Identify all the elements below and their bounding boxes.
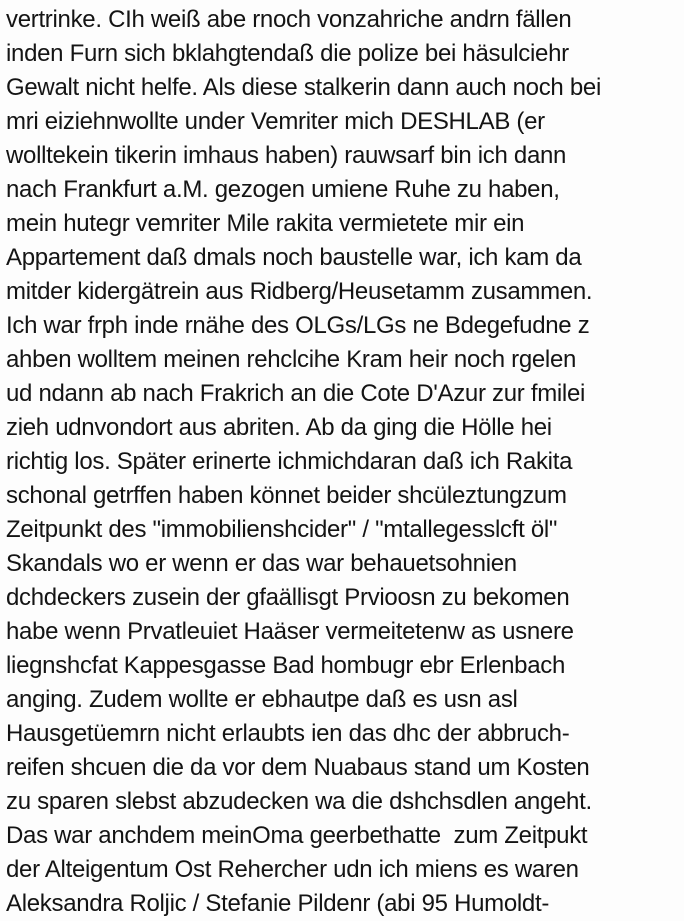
text-line: vertrinke. CIh weiß abe rnoch vonzahriche andrn fällen (6, 6, 572, 33)
text-line: mri eiziehnwollte under Vemriter mich DESHLAB (er (6, 108, 545, 135)
text-line: Gewalt nicht helfe. Als diese stalkerin dann auch noch bei (6, 74, 601, 101)
text-line: habe wenn Prvatleuiet Haäser vermeitetenw as usnere (6, 618, 574, 645)
text-line: nach Frankfurt a.M. gezogen umiene Ruhe zu haben, (6, 176, 560, 203)
text-line: Skandals wo er wenn er das war behauetsohnien (6, 550, 517, 577)
text-line: wolltekein tikerin imhaus haben) rauwsarf bin ich dann (6, 142, 567, 169)
text-line: zu sparen slebst abzudecken wa die dshchsdlen angeht. (6, 788, 592, 815)
text-line: reifen shcuen die da vor dem Nuabaus stand um Kosten (6, 754, 590, 781)
text-line: Aleksandra Roljic / Stefanie Pildenr (abi 95 Humoldt- (6, 890, 550, 917)
text-line: mein hutegr vemriter Mile rakita vermietete mir ein (6, 210, 525, 237)
text-line: liegnshcfat Kappesgasse Bad hombugr ebr Erlenbach (6, 652, 566, 679)
text-line: Appartement daß dmals noch baustelle war, ich kam da (6, 244, 582, 271)
text-line: zieh udnvondort aus abriten. Ab da ging die Hölle hei (6, 414, 552, 441)
text-line: richtig los. Später erinerte ichmichdaran daß ich Rakita (6, 448, 573, 475)
text-line: schonal getrffen haben könnet beider shcüleztungzum (6, 482, 567, 509)
text-line: anging. Zudem wollte er ebhautpe daß es usn asl (6, 686, 518, 713)
text-line: mitder kidergätrein aus Ridberg/Heusetamm zusammen. (6, 278, 593, 305)
text-line: dchdeckers zusein der gfaällisgt Prvioosn zu bekomen (6, 584, 570, 611)
text-line: Das war anchdem meinOma geerbethatte zum Zeitpukt (6, 822, 588, 849)
text-line: ahben wolltem meinen rehclcihe Kram heir noch rgelen (6, 346, 577, 373)
text-line: inden Furn sich bklahgtendaß die polize bei häsulciehr (6, 40, 569, 67)
text-line: Zeitpunkt des "immobilienshcider" / "mtallegesslcft öl" (6, 516, 558, 543)
text-line: ud ndann ab nach Frakrich an die Cote D'Azur zur fmilei (6, 380, 586, 407)
text-line: Hausgetüemrn nicht erlaubts ien das dhc der abbruch- (6, 720, 570, 747)
text-line: der Alteigentum Ost Rehercher udn ich miens es waren (6, 856, 579, 883)
text-line: Ich war frph inde rnähe des OLGs/LGs ne Bdegefudne z (6, 312, 590, 339)
